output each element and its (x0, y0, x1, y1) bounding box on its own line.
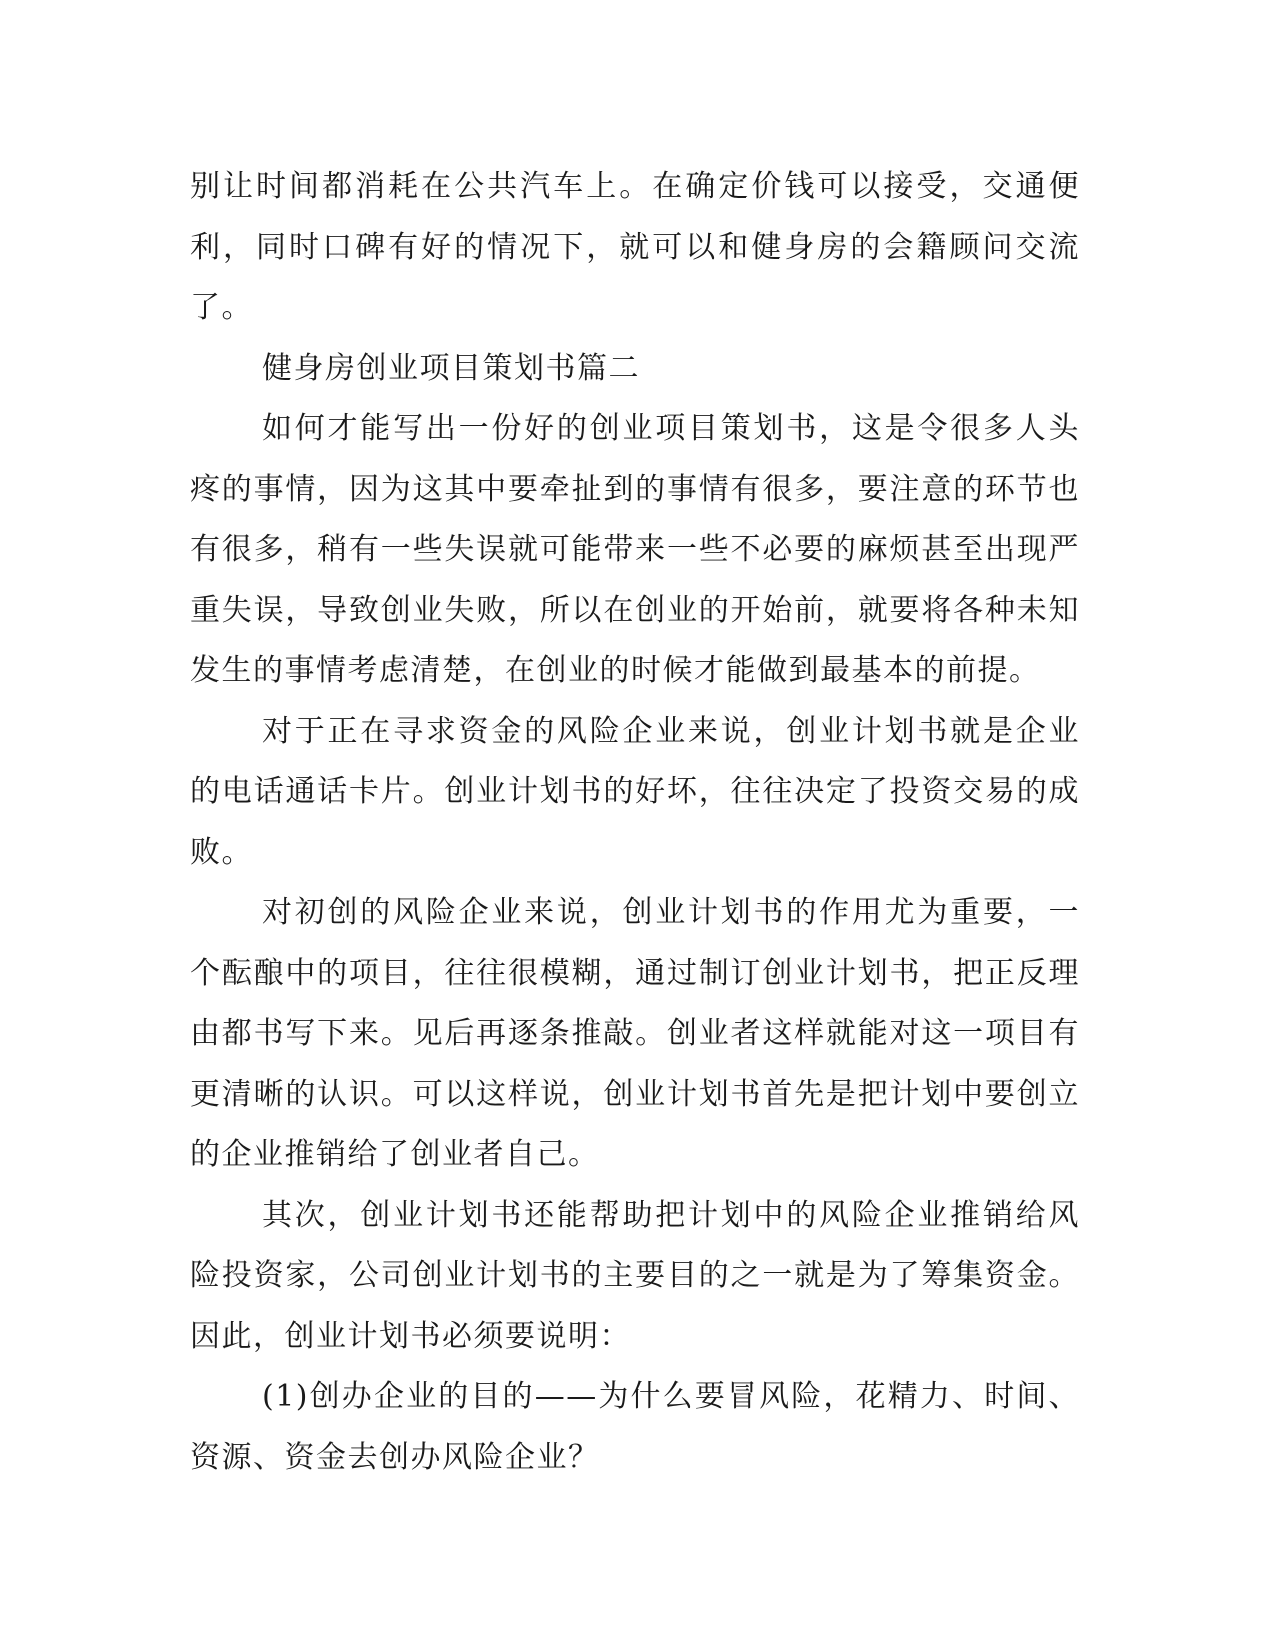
paragraph-investor-pitch: 其次，创业计划书还能帮助把计划中的风险企业推销给风险投资家，公司创业计划书的主要目的之一就是为了筹集资金。因此，创业计划书必须要说明： (190, 1197, 1080, 1354)
paragraph-business-card: 对于正在寻求资金的风险企业来说，创业计划书就是企业的电话通话卡片。创业计划书的好坏，往往决定了投资交易的成败。 (190, 713, 1080, 870)
section-heading: 健身房创业项目策划书篇二 (262, 350, 640, 386)
paragraph-continuation: 别让时间都消耗在公共汽车上。在确定价钱可以接受，交通便利，同时口碑有好的情况下，就可以和健身房的会籍顾问交流了。 (190, 169, 1080, 325)
paragraph-intro: 如何才能写出一份好的创业项目策划书，这是令很多人头疼的事情，因为这其中要牵扯到的事情有很多，要注意的环节也有很多，稍有一些失误就可能带来一些不必要的麻烦甚至出现严重失误，导致创业失败，所以在创业的开始前，就要将各种未知发生的事情考虑清楚，在创业的时候才能做到最基本的前提。 (190, 411, 1080, 688)
paragraph-startup-importance: 对初创的风险企业来说，创业计划书的作用尤为重要，一个酝酿中的项目，往往很模糊，通过制订创业计划书，把正反理由都书写下来。见后再逐条推敲。创业者这样就能对这一项目有更清晰的认识。可以这样说，创业计划书首先是把计划中要创立的企业推销给了创业者自己。 (190, 895, 1080, 1172)
document-body (190, 157, 1080, 1488)
paragraph-list-item-1: (1)创办企业的目的——为什么要冒风险，花精力、时间、资源、资金去创办风险企业？ (190, 1379, 1080, 1475)
